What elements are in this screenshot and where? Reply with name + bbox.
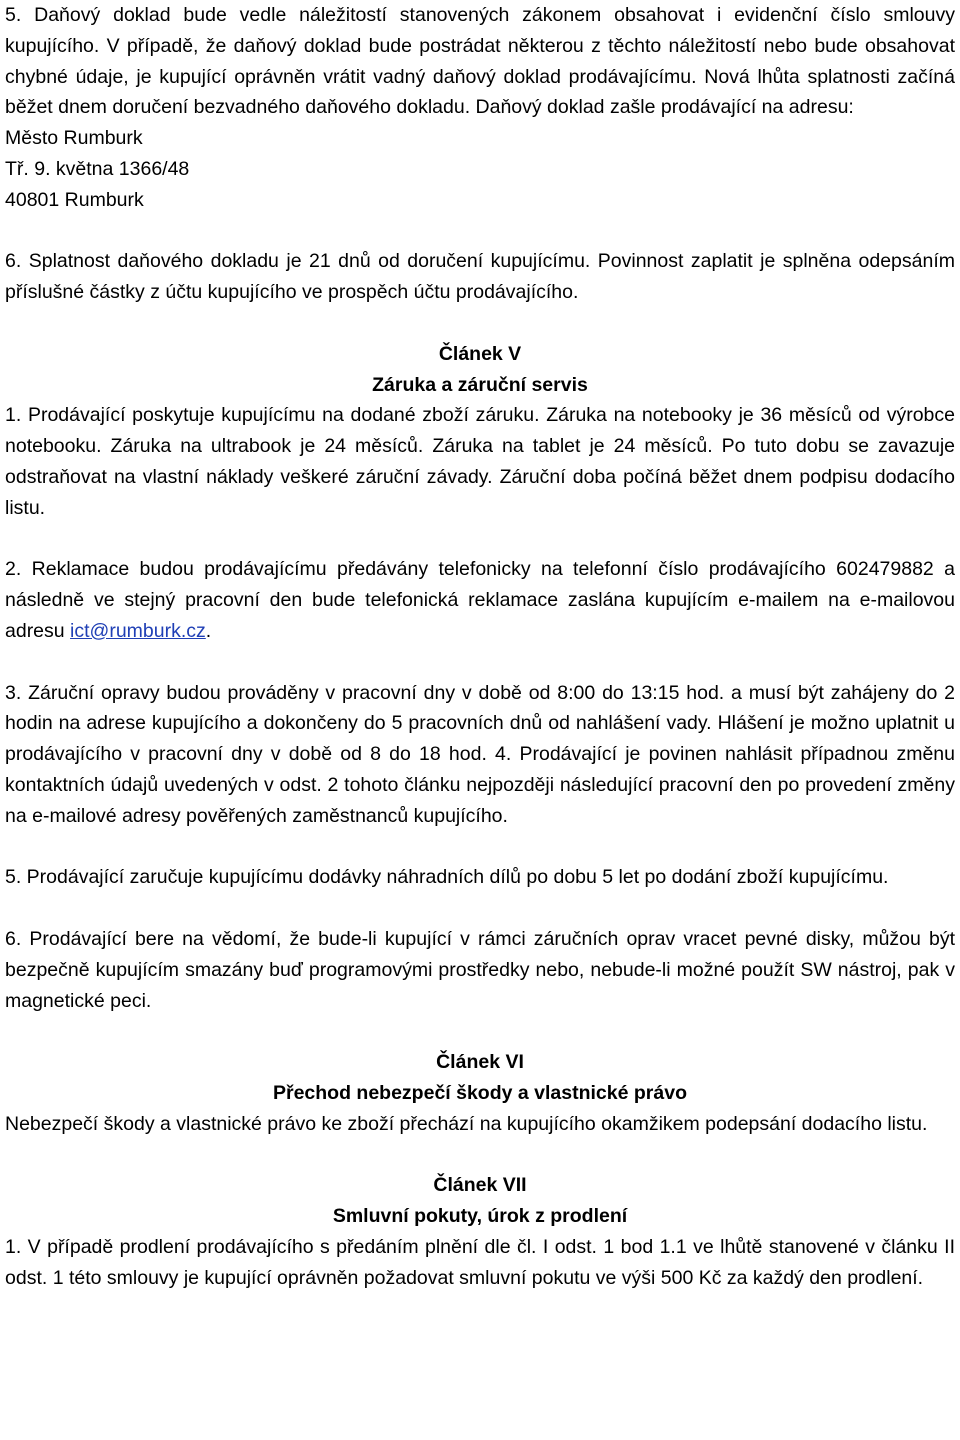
article-5-subheading: Záruka a záruční servis [372, 373, 588, 396]
article-5-paragraph-2-end: . [205, 619, 212, 642]
billing-address [5, 123, 955, 215]
article-5-paragraph-6: 6. Prodávající bere na vědomí, že bude-li kupující v rámci záručních oprav vracet pevné disky, můžou být bezpečně kupujícím smazány buď programovými prostředky nebo, nebude-li možné použít SW nástroj, pak v magnetické peci. [5, 927, 955, 1012]
article-5-paragraph-3: 3. Záruční opravy budou prováděny v pracovní dny v době od 8:00 do 13:15 hod. a musí být zahájeny do 2 hodin na adrese kupujícího a dokončeny do 5 pracovních dnů od nahlášení vady. Hlášení je možno uplatnit u prodávajícího v pracovní dny v době od 8 do 18 hod. 4. Prodávající je povinen nahlásit případnou změnu kontaktních údajů uvedených v odst. 2 tohoto článku nejpozději následující pracovní den po provedení změny na e-mailové adresy pověřených zaměstnanců kupujícího. [5, 681, 955, 827]
article-5-paragraph-1: 1. Prodávající poskytuje kupujícímu na dodané zboží záruku. Záruka na notebooky je 36 měsíců od výrobce notebooku. Záruka na ultrabook je 24 měsíců. Záruka na tablet je 24 měsíců. Po tuto dobu se zavazuje odstraňovat na vlastní náklady veškeré záruční závady. Záruční doba počíná běžet dnem podpisu dodacího listu. [5, 404, 955, 519]
article-7-paragraph-1: 1. V případě prodlení prodávajícího s předáním plnění dle čl. I odst. 1 bod 1.1 ve lhůtě stanovené v článku II odst. 1 této smlouvy je kupující oprávněn požadovat smluvní pokutu ve výši 500 Kč za každý den prodlení. [5, 1235, 955, 1289]
address-line-2: Tř. 9. května 1366/48 [5, 157, 190, 180]
spacer [5, 308, 955, 339]
article-5-paragraph-2-text: 2. Reklamace budou prodávajícímu předávány telefonicky na telefonní číslo prodávajícího 602479882 a následně ve stejný pracovní den bude telefonická reklamace zaslána kupujícím e-mailem na e-mailovou adresu [5, 558, 955, 642]
article-5-paragraph-5: 5. Prodávající zaručuje kupujícímu dodávky náhradních dílů po dobu 5 let po dodání zboží kupujícímu. [5, 866, 889, 889]
article-6-heading: Článek VI [436, 1051, 524, 1074]
spacer [5, 832, 955, 863]
article-5-paragraph-2 [5, 554, 955, 646]
article-4-paragraph-6: 6. Splatnost daňového dokladu je 21 dnů od doručení kupujícímu. Povinnost zaplatit je splněna odepsáním příslušné částky z účtu kupujícího ve prospěch účtu prodávajícího. [5, 250, 955, 304]
spacer [5, 216, 955, 247]
address-line-1: Město Rumburk [5, 127, 143, 150]
spacer [5, 893, 955, 924]
article-5-heading: Článek V [438, 342, 522, 365]
email-link[interactable]: ict@rumburk.cz [70, 619, 206, 642]
spacer [5, 524, 955, 555]
address-line-3: 40801 Rumburk [5, 188, 144, 211]
article-7-heading: Článek VII [433, 1174, 527, 1197]
spacer [5, 1016, 955, 1047]
article-4-paragraph-5: 5. Daňový doklad bude vedle náležitostí stanovených zákonem obsahovat i evidenční číslo smlouvy kupujícího. V případě, že daňový doklad bude postrádat některou z těchto náležitostí nebo bude obsahovat chybné údaje, je kupující oprávněn vrátit vadný daňový doklad prodávajícímu. Nová lhůta splatnosti začíná běžet dnem doručení bezvadného daňového dokladu. Daňový doklad zašle prodávající na adresu: [5, 4, 955, 119]
article-6-paragraph-1: Nebezpečí škody a vlastnické právo ke zboží přechází na kupujícího okamžikem podepsání dodacího listu. [5, 1112, 928, 1135]
article-7-subheading: Smluvní pokuty, úrok z prodlení [332, 1205, 628, 1228]
spacer [5, 1139, 955, 1170]
document-page [5, 0, 955, 1293]
article-6-subheading: Přechod nebezpečí škody a vlastnické právo [272, 1081, 687, 1104]
spacer [5, 647, 955, 678]
